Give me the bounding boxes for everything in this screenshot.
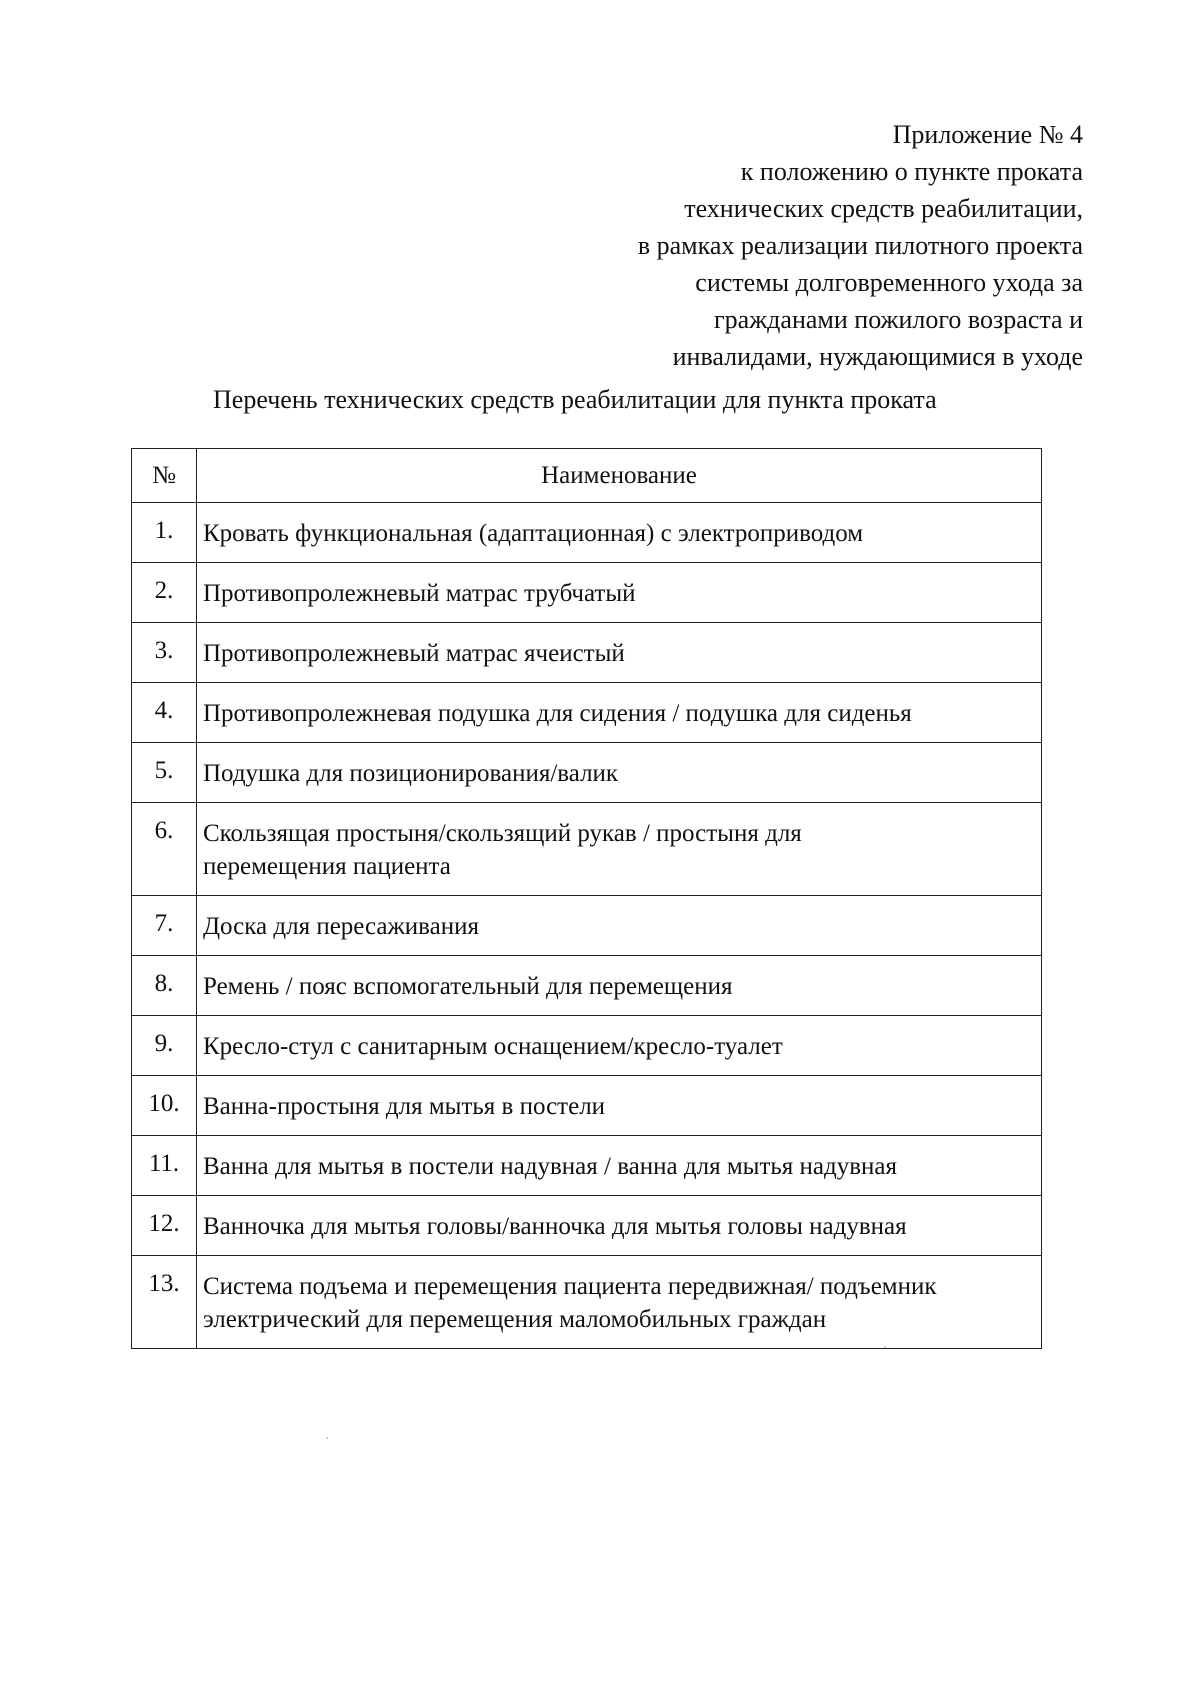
list-title: Перечень технических средств реабилитации для пункта проката (213, 385, 937, 414)
appendix-subtitle-line: к положению о пункте проката (740, 157, 1083, 186)
row-number: 9. (132, 1016, 197, 1076)
column-header-number: № (132, 449, 197, 503)
row-name: Подушка для позиционирования/валик (197, 743, 1042, 803)
table-row (132, 503, 1042, 563)
row-number: 1. (132, 503, 197, 563)
row-number: 12. (132, 1196, 197, 1256)
row-name: Скользящая простыня/скользящий рукав / простыня для перемещения пациента (197, 803, 1042, 896)
row-number: 7. (132, 896, 197, 956)
row-number: 5. (132, 743, 197, 803)
scan-speck (884, 1346, 886, 1348)
row-number: 11. (132, 1136, 197, 1196)
table-row (132, 956, 1042, 1016)
appendix-subtitle-line: инвалидами, нуждающимися в уходе (672, 342, 1083, 371)
row-number: 8. (132, 956, 197, 1016)
appendix-header (483, 116, 1083, 375)
row-name: Доска для пересаживания (197, 896, 1042, 956)
row-number: 4. (132, 683, 197, 743)
row-number: 13. (132, 1256, 197, 1349)
table-row (132, 563, 1042, 623)
equipment-table (131, 448, 1042, 1349)
row-name: Кровать функциональная (адаптационная) с электроприводом (197, 503, 1042, 563)
row-name: Система подъема и перемещения пациента передвижная/ подъемник электрический для перемещения маломобильных граждан (197, 1256, 1042, 1349)
row-number: 2. (132, 563, 197, 623)
row-name: Противопролежневая подушка для сидения / подушка для сиденья (197, 683, 1042, 743)
table-row (132, 1256, 1042, 1349)
table-row (132, 803, 1042, 896)
row-name: Противопролежневый матрас трубчатый (197, 563, 1042, 623)
row-name: Ванна-простыня для мытья в постели (197, 1076, 1042, 1136)
row-number: 3. (132, 623, 197, 683)
row-name: Кресло-стул с санитарным оснащением/кресло-туалет (197, 1016, 1042, 1076)
table-row (132, 683, 1042, 743)
table-row (132, 743, 1042, 803)
row-number: 6. (132, 803, 197, 896)
appendix-subtitle-line: гражданами пожилого возраста и (714, 305, 1083, 334)
table-row (132, 623, 1042, 683)
table-row (132, 1136, 1042, 1196)
appendix-number: Приложение № 4 (892, 120, 1083, 149)
appendix-subtitle-line: системы долговременного ухода за (695, 268, 1083, 297)
row-name: Противопролежневый матрас ячеистый (197, 623, 1042, 683)
row-name: Ванна для мытья в постели надувная / ванна для мытья надувная (197, 1136, 1042, 1196)
row-name: Ванночка для мытья головы/ванночка для мытья головы надувная (197, 1196, 1042, 1256)
scan-speck (326, 1437, 328, 1439)
column-header-name: Наименование (197, 449, 1042, 503)
row-name: Ремень / пояс вспомогательный для перемещения (197, 956, 1042, 1016)
row-number: 10. (132, 1076, 197, 1136)
appendix-subtitle-line: в рамках реализации пилотного проекта (637, 231, 1083, 260)
table-row (132, 1016, 1042, 1076)
table-header-row (132, 449, 1042, 503)
appendix-subtitle-line: технических средств реабилитации, (684, 194, 1083, 223)
table-row (132, 1196, 1042, 1256)
table-row (132, 1076, 1042, 1136)
table-row (132, 896, 1042, 956)
